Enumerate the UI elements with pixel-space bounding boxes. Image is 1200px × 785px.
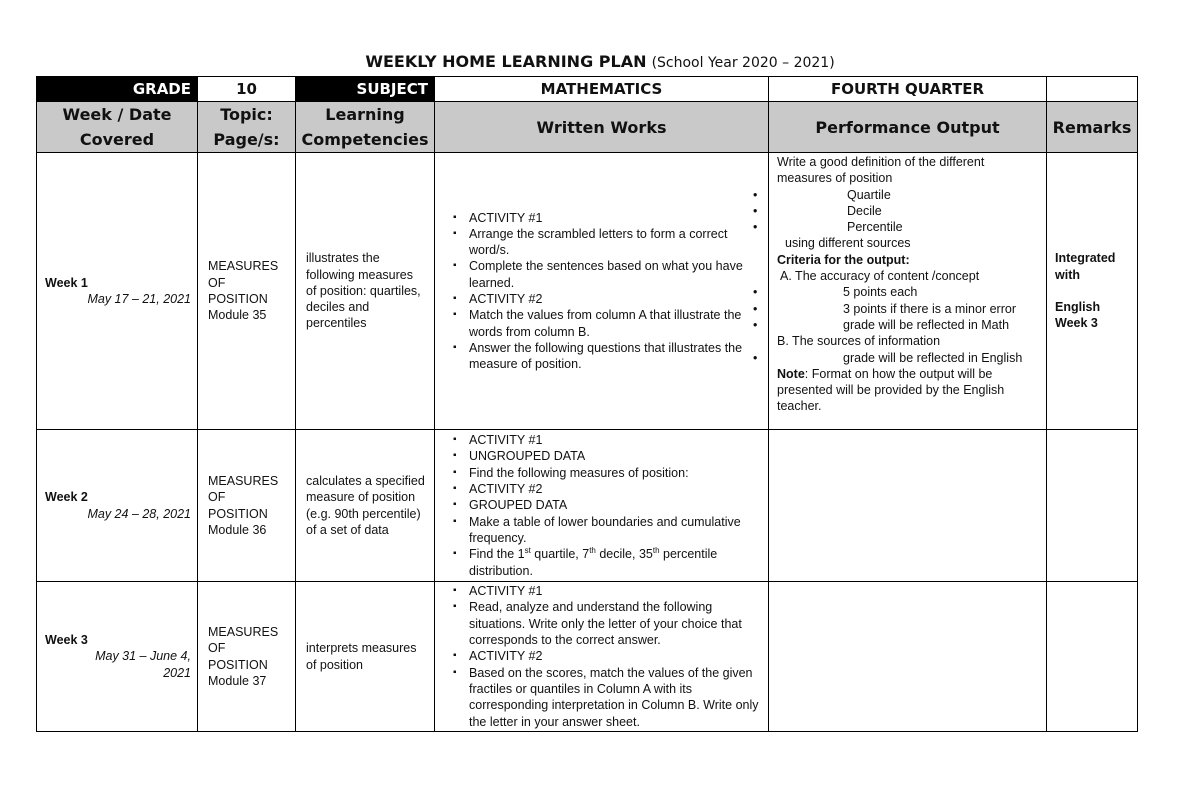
col-performance: Performance Output xyxy=(769,102,1047,153)
written-works-cell xyxy=(435,153,769,430)
topic-line: OF xyxy=(208,490,226,505)
week-date: May 31 – June 4, xyxy=(95,649,191,664)
topic-line: OF xyxy=(208,641,226,656)
topic-line: MEASURES xyxy=(208,624,279,639)
week-cell xyxy=(37,153,198,430)
list-item: ▪ Make a table of lower boundaries and cumulative frequency. xyxy=(469,514,762,547)
measure-item: • Decile xyxy=(777,203,1042,219)
performance-cell-empty xyxy=(769,582,1047,732)
performance-cell xyxy=(769,153,1047,430)
list-item: ▪ Arrange the scrambled letters to form a correct word/s. xyxy=(469,226,762,259)
remarks-cell-empty xyxy=(1047,582,1138,732)
col-topic-line2: Page/s: xyxy=(213,130,280,149)
page-title xyxy=(0,52,1200,71)
col-competencies xyxy=(296,102,435,153)
remarks-line: Integrated xyxy=(1055,251,1116,266)
works-list xyxy=(435,583,768,730)
criteria-a-item: • grade will be reflected in Math xyxy=(777,317,1042,333)
list-item: ▪ GROUPED DATA xyxy=(469,497,762,513)
subject-label: SUBJECT xyxy=(296,77,435,102)
school-year: (School Year 2020 – 2021) xyxy=(651,55,835,71)
criteria-a-item: • 5 points each xyxy=(777,284,1042,300)
criteria-a-item: • 3 points if there is a minor error xyxy=(777,301,1042,317)
remarks-cell xyxy=(1047,153,1138,430)
topic-line: MEASURES xyxy=(208,259,279,274)
topic-line: Module 36 xyxy=(208,522,267,537)
week-label: Week 2 xyxy=(45,490,88,505)
col-written-works: Written Works xyxy=(435,102,769,153)
measure-item: • Quartile xyxy=(777,187,1042,203)
list-item: ▪ Match the values from column A that illustrate the words from column B. xyxy=(469,307,762,340)
week-cell xyxy=(37,430,198,582)
topic-cell xyxy=(198,582,296,732)
topic-line: POSITION xyxy=(208,506,268,521)
table-row xyxy=(37,153,1138,430)
col-lc-line1: Learning xyxy=(325,105,405,124)
criteria-a: A. The accuracy of content /concept xyxy=(780,269,980,284)
week-date: May 17 – 21, 2021 xyxy=(87,292,191,306)
list-item: ▪ Find the 1st quartile, 7th decile, 35th percentile distribution. xyxy=(469,546,762,579)
list-item: ▪ Based on the scores, match the values of the given fractiles or quantiles in Column A with its corresponding interpretation in Column B. Write only the letter in your answer sheet. xyxy=(469,665,762,730)
subject-value: MATHEMATICS xyxy=(435,77,769,102)
remarks-cell-empty xyxy=(1047,430,1138,582)
topic-line: POSITION xyxy=(208,292,268,306)
perf-sources: using different sources xyxy=(785,236,911,251)
empty-header-cell xyxy=(1047,77,1138,102)
col-topic xyxy=(198,102,296,153)
list-item: ▪ ACTIVITY #1 xyxy=(469,583,762,599)
competency-cell: calculates a specified measure of position (e.g. 90th percentile) of a set of data xyxy=(296,430,435,582)
week-cell xyxy=(37,582,198,732)
plan-title: WEEKLY HOME LEARNING PLAN xyxy=(365,52,647,71)
topic-line: MEASURES xyxy=(208,473,279,488)
topic-line: Module 35 xyxy=(208,308,267,323)
written-works-cell xyxy=(435,582,769,732)
list-item: ▪ Read, analyze and understand the following situations. Write only the letter of your choice that corresponds to the correct answer. xyxy=(469,599,762,648)
list-item: ▪ Find the following measures of position: xyxy=(469,465,762,481)
week-label: Week 1 xyxy=(45,275,88,290)
performance-cell-empty xyxy=(769,430,1047,582)
competency-cell: illustrates the following measures of position: quartiles, deciles and percentiles xyxy=(296,153,435,430)
week-date: May 24 – 28, 2021 xyxy=(87,506,191,521)
list-item: ▪ ACTIVITY #1 xyxy=(469,432,762,448)
remarks-line: English xyxy=(1055,300,1101,314)
note-label: Note xyxy=(777,366,805,381)
list-item: ▪ ACTIVITY #2 xyxy=(469,648,762,664)
grade-label: GRADE xyxy=(37,77,198,102)
grade-value: 10 xyxy=(198,77,296,102)
remarks-line: with xyxy=(1055,267,1080,282)
list-item: ▪ Complete the sentences based on what you have learned. xyxy=(469,258,762,291)
col-week xyxy=(37,102,198,153)
header-row-2 xyxy=(37,102,1138,153)
col-topic-line1: Topic: xyxy=(220,105,273,124)
remarks-line: Week 3 xyxy=(1055,316,1098,331)
table-row xyxy=(37,430,1138,582)
works-list xyxy=(435,210,768,373)
col-remarks: Remarks xyxy=(1047,102,1138,153)
list-item: ▪ ACTIVITY #2 xyxy=(469,291,762,307)
topic-line: OF xyxy=(208,275,226,290)
measure-item: • Percentile xyxy=(777,219,1042,235)
topic-line: Module 37 xyxy=(208,673,267,688)
col-week-line2: Covered xyxy=(79,130,155,149)
quarter: FOURTH QUARTER xyxy=(769,77,1047,102)
header-row-1 xyxy=(37,77,1138,102)
perf-note xyxy=(777,366,1042,415)
criteria-b: B. The sources of information xyxy=(777,334,941,349)
topic-cell xyxy=(198,430,296,582)
criteria-b-item: • grade will be reflected in English xyxy=(777,350,1042,366)
col-lc-line2: Competencies xyxy=(301,130,429,149)
table-row xyxy=(37,582,1138,732)
works-list xyxy=(435,432,768,579)
col-week-line1: Week / Date xyxy=(62,105,172,124)
list-item: ▪ ACTIVITY #2 xyxy=(469,481,762,497)
written-works-cell xyxy=(435,430,769,582)
topic-cell xyxy=(198,153,296,430)
week-date-year: 2021 xyxy=(163,665,191,680)
criteria-title: Criteria for the output: xyxy=(777,252,910,267)
week-label: Week 3 xyxy=(45,633,88,648)
competency-cell: interprets measures of position xyxy=(296,582,435,732)
perf-intro: Write a good definition of the different measures of position xyxy=(777,155,985,186)
list-item: ▪ UNGROUPED DATA xyxy=(469,448,762,464)
list-item: ▪ ACTIVITY #1 xyxy=(469,210,762,226)
learning-plan-table xyxy=(36,76,1138,732)
topic-line: POSITION xyxy=(208,657,268,672)
note-text: : Format on how the output will be presented will be provided by the English teacher. xyxy=(777,366,1005,414)
list-item: ▪ Answer the following questions that illustrates the measure of position. xyxy=(469,340,762,373)
